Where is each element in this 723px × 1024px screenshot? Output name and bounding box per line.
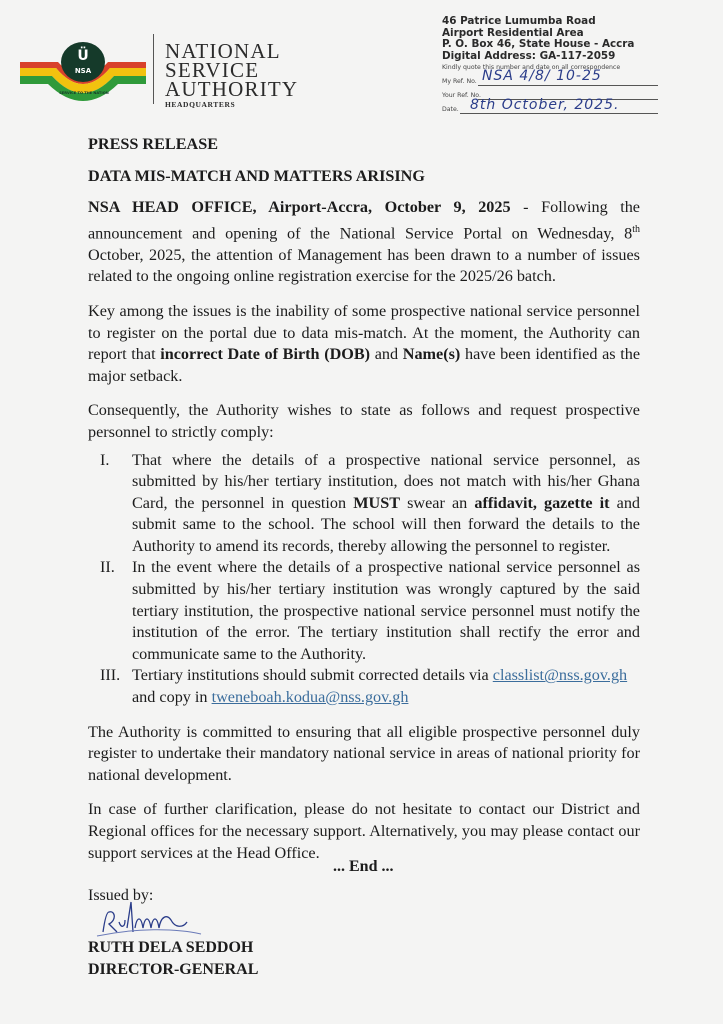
header-divider — [153, 34, 154, 104]
paragraph-intro: NSA HEAD OFFICE, Airport-Accra, October 9, 2025 - Following the announcement and opening of the National Service Portal on Wednesday, 8th October, 2025, the attention of Management has been drawn to a number of issues related to the ongoing online registration exercise for the 2025/26 batch. — [88, 198, 640, 286]
paragraph-consequently: Consequently, the Authority wishes to state as follows and request prospective personnel to strictly comply: — [88, 401, 640, 441]
your-ref-label: Your Ref. No. — [442, 92, 481, 99]
issued-by-label: Issued by: — [88, 887, 154, 904]
org-address: 46 Patrice Lumumba Road Airport Residential Area P. O. Box 46, State House - Accra Digital Address: GA-117-2059 — [442, 15, 635, 62]
date-value: 8th October, 2025. — [470, 97, 620, 113]
my-ref-line — [478, 85, 658, 86]
svg-text:SERVICE TO THE NATION: SERVICE TO THE NATION — [59, 91, 109, 95]
press-release-label: PRESS RELEASE — [88, 135, 218, 153]
list-item: III. Tertiary institutions should submit corrected details via classlist@nss.gov.gh and copy in tweneboah.kodua@nss.gov.gh — [100, 666, 628, 707]
my-ref-value: NSA 4/8/ 10-25 — [482, 68, 602, 84]
end-marker: ... End ... — [333, 858, 394, 875]
list-item: I. That where the details of a prospective national service personnel, as submitted by his/her tertiary institution, does not match with his/her Ghana Card, the personnel in question MUST swear an affidavit, gazette it and submit same to the school. The school will then forward the details to the Authority to amend its records, thereby allowing the personnel to register. — [100, 450, 641, 555]
list-item: II. In the event where the details of a prospective national service personnel as submitted by his/her tertiary institution was wrongly captured by the said tertiary institution, the prospective national service personnel must notify the institution of the error. The tertiary institution shall rectify the error and communicate same to the Authority. — [100, 558, 640, 663]
org-name: NATIONAL SERVICE AUTHORITY HEADQUARTERS — [165, 39, 299, 109]
paragraph-issues: Key among the issues is the inability of some prospective national service personnel to register on the portal due to data mis-match. At the moment, the Authority can report that incorrect Date of Birth (DOB) and Name(s) have been identified as the major setback. — [88, 301, 640, 385]
nsa-logo-icon — [18, 40, 148, 104]
my-ref-label: My Ref. No. — [442, 78, 477, 85]
svg-text:Ü: Ü — [77, 48, 89, 64]
signature-icon — [95, 898, 205, 940]
signatory-name: RUTH DELA SEDDOH — [88, 939, 254, 956]
directive-list — [88, 450, 640, 709]
paragraph-clarification: In case of further clarification, please do not hesitate to contact our District and Regional offices for the necessary support. Alternatively, you may please contact our support services at the Head Office. — [88, 800, 640, 862]
email-link-tweneboah[interactable]: tweneboah.kodua@nss.gov.gh — [211, 688, 409, 707]
date-line — [460, 113, 658, 114]
svg-text:NSA: NSA — [74, 67, 92, 75]
signatory-title: DIRECTOR-GENERAL — [88, 961, 259, 978]
quote-note: Kindly quote this number and date on all correspondence — [442, 64, 621, 71]
document-body — [88, 134, 640, 864]
email-link-classlist[interactable]: classlist@nss.gov.gh — [492, 666, 628, 685]
date-label: Date. — [442, 106, 459, 113]
document-title: DATA MIS-MATCH AND MATTERS ARISING — [88, 166, 425, 185]
signatory — [88, 937, 258, 981]
paragraph-commitment: The Authority is committed to ensuring that all eligible prospective personnel duly register to undertake their mandatory national service in areas of national priority for national development. — [88, 722, 640, 784]
